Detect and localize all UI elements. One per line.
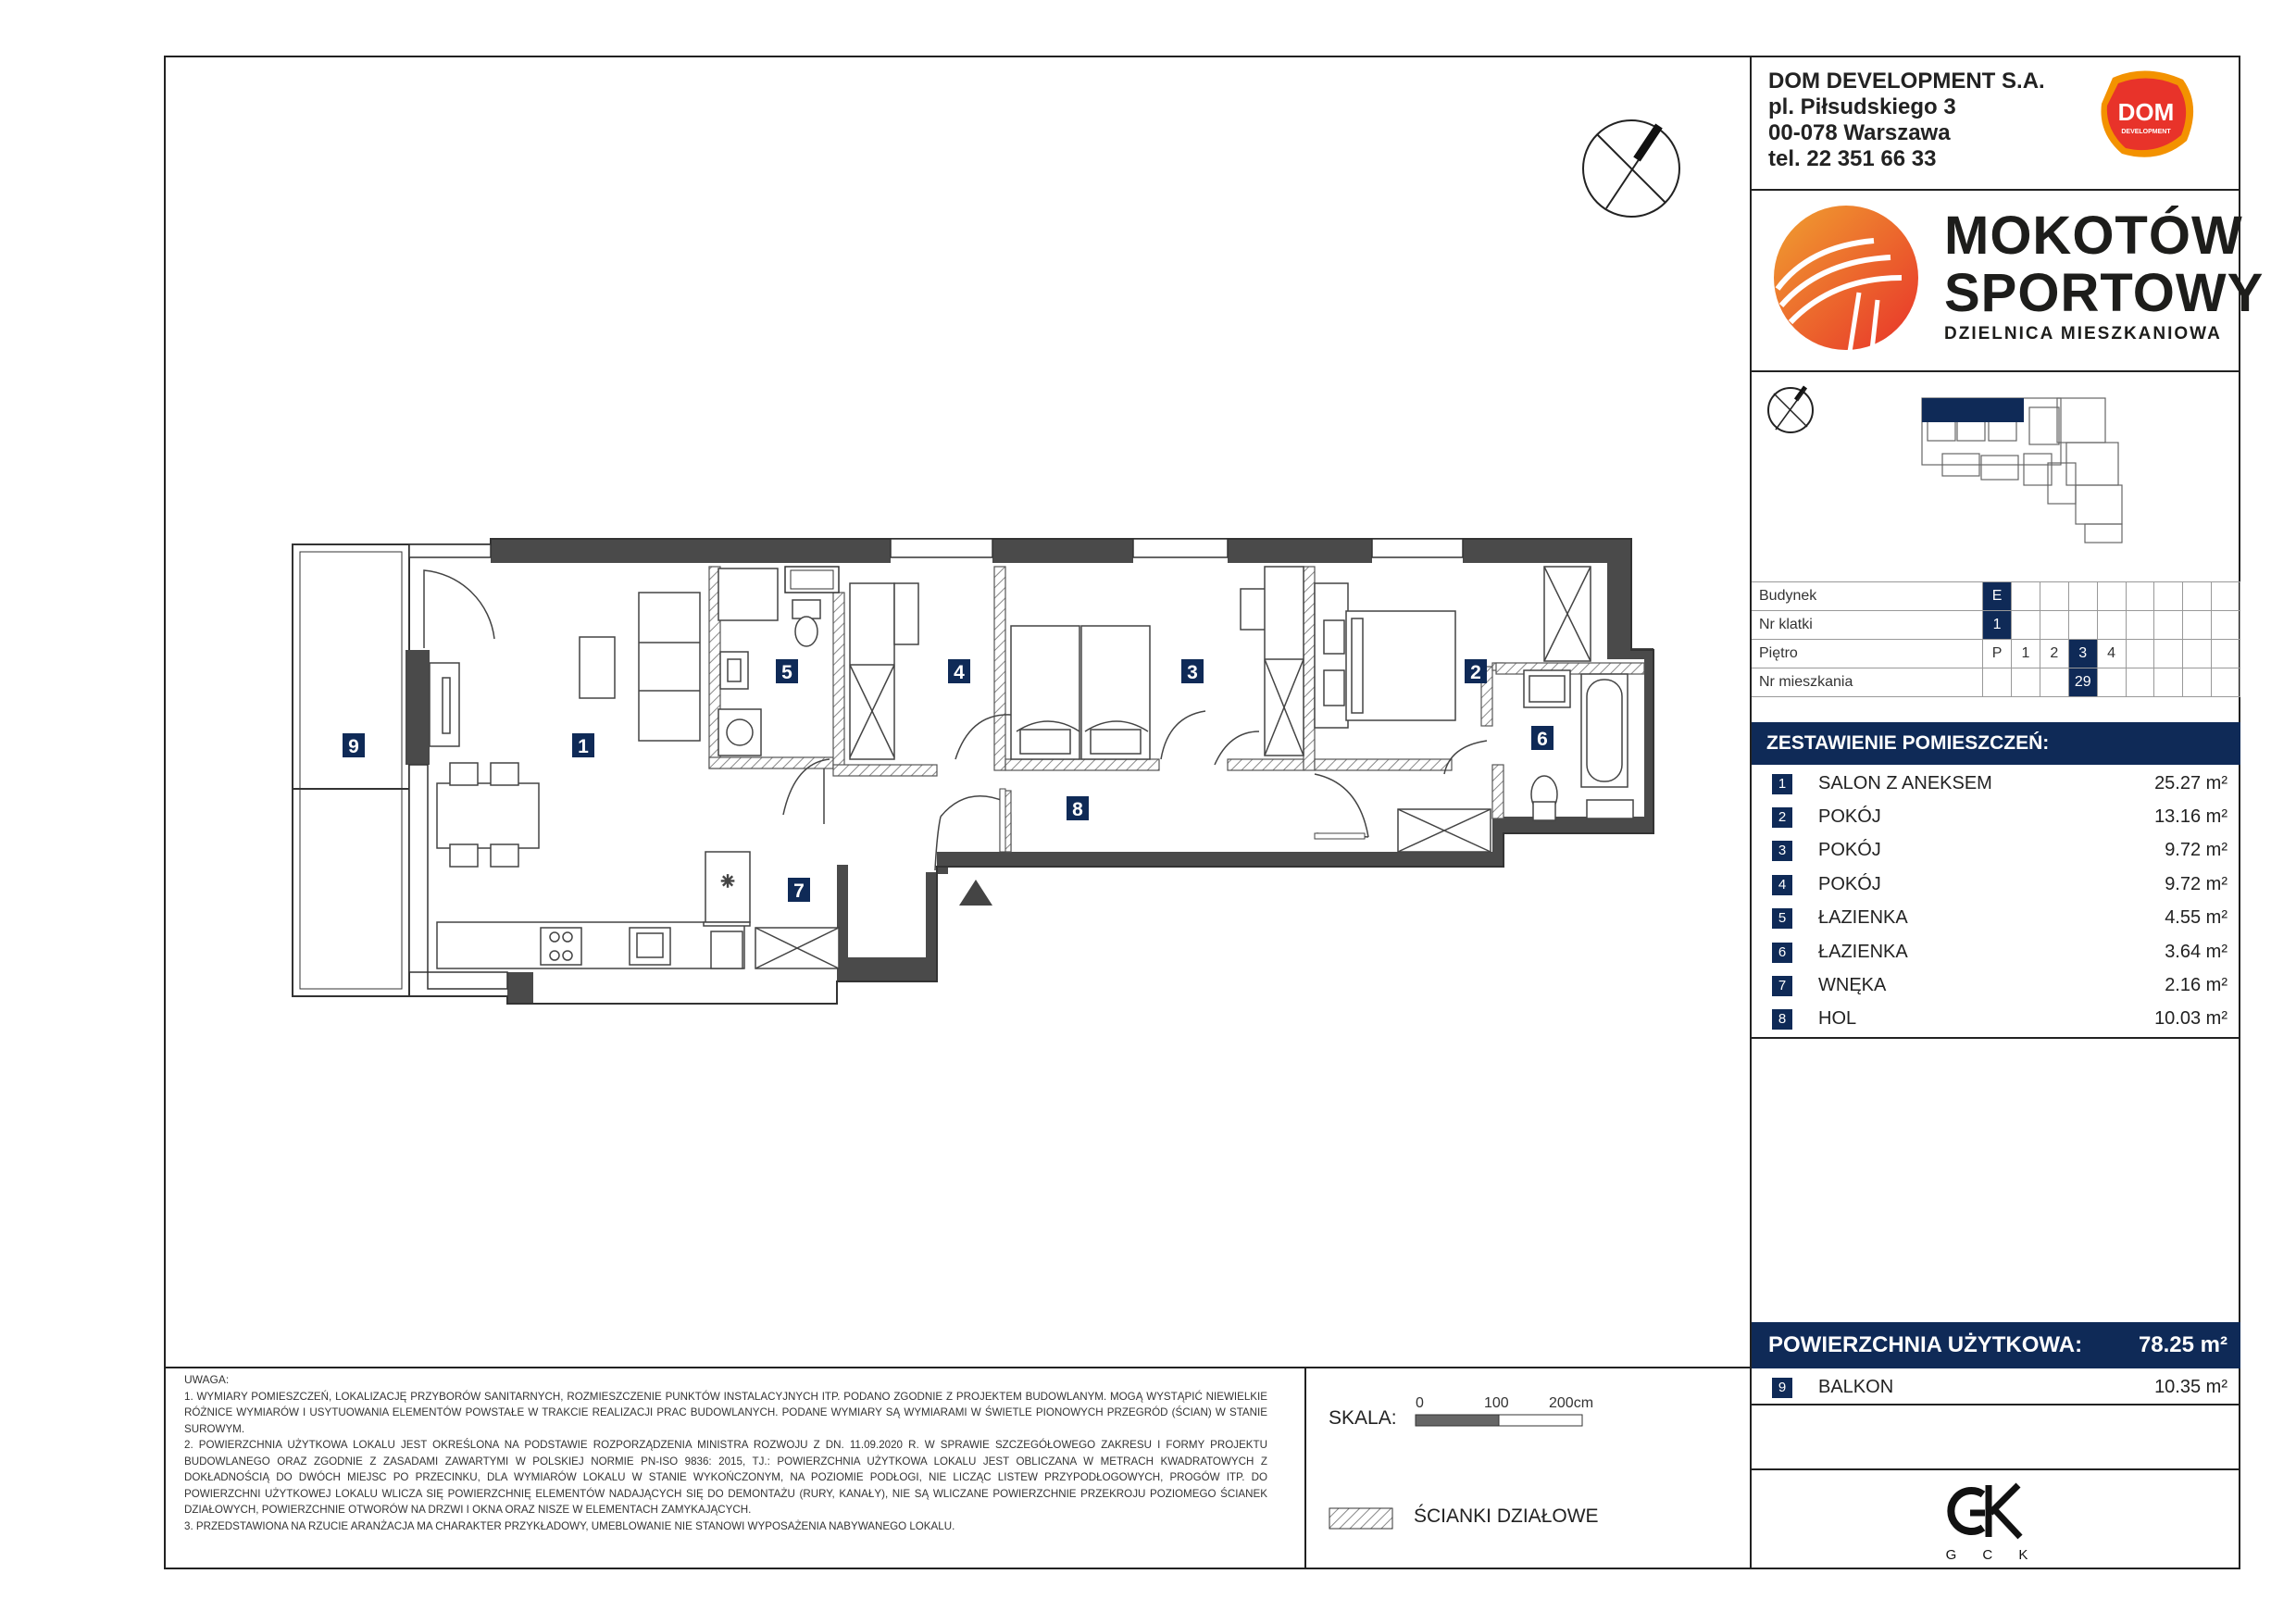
bathroom-5-fixtures xyxy=(718,568,820,756)
scale-label: SKALA: xyxy=(1329,1407,1397,1429)
notes xyxy=(184,1372,1267,1534)
scale-bar xyxy=(1414,1394,1691,1441)
note-1: 1. WYMIARY POMIESZCZEŃ, LOKALIZACJĘ PRZYBORÓW SANITARNYCH, ROZMIESZCZENIE PUNKTÓW INSTALACYJNYCH ITP. PODANO ZGODNIE Z PROJEKTEM BUDOWLANYM. MOGĄ WYSTĄPIĆ NIEWIELKIE RÓŻNICE WYMIARÓW I USYTUOWANIA ELEMENTÓW POWSTAŁE W TRAKCIE REALIZACJI PRAC BUDOWLANYCH. PODANE WYMIARY SĄ WYMIARAMI W ŚWIETLE PIONOWYCH PRZEGRÓD (ŚCIAN) W STANIE SUROWYM. xyxy=(184,1390,1267,1435)
balcony-row: 9 BALKON 10.35 m² xyxy=(1752,1370,2240,1404)
project-name xyxy=(1944,207,2264,322)
room-row: 1 SALON Z ANEKSEM 25.27 m² xyxy=(1752,767,2240,800)
notes-title: UWAGA: xyxy=(184,1373,230,1386)
company-street: pl. Piłsudskiego 3 xyxy=(1768,94,1956,119)
dom-development-logo xyxy=(2094,69,2198,161)
meta-row-pietro: Piętro P 1 2 3 4 xyxy=(1752,640,2240,668)
kitchen xyxy=(437,852,750,968)
note-3: 3. PRZEDSTAWIONA NA RZUCIE ARANŻACJA MA CHARAKTER PRZYKŁADOWY, UMEBLOWANIE NIE STANOWI WYPOSAŻENIA NABYWANEGO LOKALU. xyxy=(184,1519,955,1532)
svg-text:DEVELOPMENT: DEVELOPMENT xyxy=(2121,129,2171,135)
plan-label-2: 2 xyxy=(1470,662,1481,683)
room-row: 2 POKÓJ 13.16 m² xyxy=(1752,800,2240,833)
legend-label: ŚCIANKI DZIAŁOWE xyxy=(1414,1505,1599,1527)
living-furniture xyxy=(430,593,700,867)
company-phone: tel. 22 351 66 33 xyxy=(1768,146,1937,171)
meta-row-klatka: Nr klatki 1 xyxy=(1752,611,2240,640)
gck-logo xyxy=(1752,1472,2240,1565)
room-row: 8 HOL 10.03 m² xyxy=(1752,1002,2240,1035)
plan-label-4: 4 xyxy=(954,662,965,683)
plan-label-3: 3 xyxy=(1187,662,1198,683)
keyplan-compass-icon xyxy=(1768,387,1813,432)
company-name: DOM DEVELOPMENT S.A. xyxy=(1768,69,2045,94)
key-plan xyxy=(1752,370,2242,556)
beds xyxy=(1011,626,1150,759)
room-row: 3 POKÓJ 9.72 m² xyxy=(1752,833,2240,867)
company-address xyxy=(1768,69,2045,172)
room-row: 4 POKÓJ 9.72 m² xyxy=(1752,868,2240,901)
svg-text:DOM: DOM xyxy=(2117,98,2175,126)
svg-text:200cm: 200cm xyxy=(1549,1395,1594,1411)
mokotow-sportowy-logo xyxy=(1772,204,1920,352)
note-2: 2. POWIERZCHNIA UŻYTKOWA LOKALU JEST OKREŚLONA NA PODSTAWIE ROZPORZĄDZENIA MINISTRA ROZWOJU Z DN. 11.09.2020 R. W SPRAWIE SZCZEGÓŁOWEGO ZAKRESU I FORMY PROJEKTU BUDOWLANEGO ORAZ ZGODNIE Z ZASADAMI ZAWARTYMI W POLSKIEJ NORMIE PN-ISO 9836: 2015, TJ.: POWIERZCHNIA UŻYTKOWA LOKALU JEST OBLICZANA W METRACH KWADRATOWYCH Z DOKŁADNOŚCIĄ DO DWÓCH MIEJSC PO PRZECINKU, DLA WYMIARÓW LOKALU W STANIE WYKOŃCZONYM, NA POZIOMIE PODŁOGI, NIE LICZĄC LISTEW PRZYPODŁOGOWYCH, PROGÓW ITP. DO POWIERZCHNI UŻYTKOWEJ LOKALU WLICZA SIĘ POWIERZCHNIĘ ELEMENTÓW NADAJĄCYCH SIĘ DO DEMONTAŻU (RURY, KANAŁY), NIE SĄ WLICZANE POWIERZCHNIE PRZEKROJU POZIOMEGO ŚCIANEK DZIAŁOWYCH, POWIERZCHNIE OTWORÓW NA DRZWI I OKNA ORAZ NISZE W ELEMENTACH ZAMYKAJĄCYCH. xyxy=(184,1439,1267,1516)
balcony xyxy=(293,544,409,996)
room-row: 7 WNĘKA 2.16 m² xyxy=(1752,968,2240,1002)
meta-row-budynek: Budynek E xyxy=(1752,582,2240,611)
project-name-line1: MOKOTÓW xyxy=(1944,206,2243,266)
usable-area-bar: POWIERZCHNIA UŻYTKOWA: 78.25 m² xyxy=(1752,1322,2240,1368)
plan-label-5: 5 xyxy=(781,662,792,683)
plan-label-7: 7 xyxy=(793,881,805,902)
company-city: 00-078 Warszawa xyxy=(1768,120,1951,145)
notes-area xyxy=(164,1367,1751,1569)
plan-label-8: 8 xyxy=(1072,799,1083,820)
svg-text:✳: ✳ xyxy=(720,872,735,891)
apartment-metadata-table xyxy=(1752,581,2240,697)
svg-text:0: 0 xyxy=(1416,1395,1424,1411)
meta-row-nr-mieszkania: Nr mieszkania 29 xyxy=(1752,668,2240,697)
compass-icon xyxy=(1583,120,1679,217)
svg-text:100: 100 xyxy=(1484,1395,1509,1411)
room-row: 5 ŁAZIENKA 4.55 m² xyxy=(1752,901,2240,934)
project-name-line2: SPORTOWY xyxy=(1944,263,2265,323)
rooms-header: ZESTAWIENIE POMIESZCZEŃ: xyxy=(1752,722,2240,765)
plan-label-9: 9 xyxy=(348,736,359,757)
room-row: 6 ŁAZIENKA 3.64 m² xyxy=(1752,935,2240,968)
plan-label-6: 6 xyxy=(1537,729,1548,750)
title-block xyxy=(1750,56,2265,1569)
project-subtitle: DZIELNICA MIESZKANIOWA xyxy=(1944,324,2222,344)
plan-label-1: 1 xyxy=(578,736,589,757)
hatch-legend-icon xyxy=(1329,1507,1393,1531)
svg-text:G C K: G C K xyxy=(1945,1547,2040,1563)
entrance-marker xyxy=(959,880,992,906)
